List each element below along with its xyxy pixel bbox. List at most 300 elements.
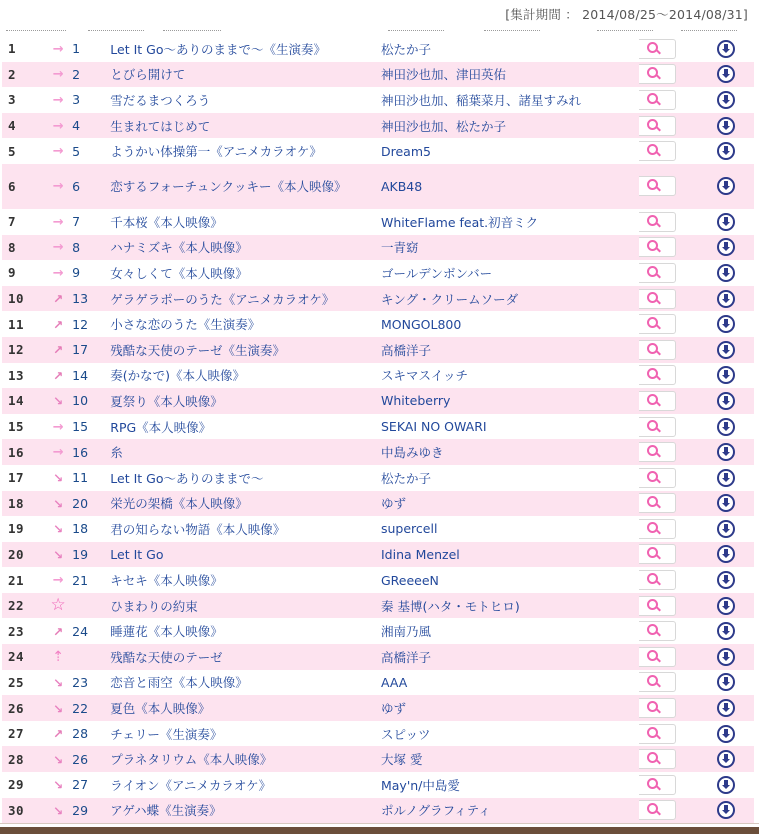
rank-number: 2	[2, 62, 44, 88]
song-title-link[interactable]: 君の知らない物語《本人映像》	[110, 516, 381, 542]
rank-number: 30	[2, 798, 44, 824]
karaoke-play-button[interactable]	[639, 621, 676, 641]
artist-link[interactable]: AKB48	[381, 164, 639, 209]
play-cell	[639, 113, 699, 139]
download-icon[interactable]	[717, 117, 735, 135]
karaoke-play-button[interactable]	[639, 544, 676, 564]
song-title-link[interactable]: プラネタリウム《本人映像》	[110, 746, 381, 772]
play-cell	[639, 516, 699, 542]
re-entry-icon: ⇡	[52, 648, 64, 665]
movement-cell	[44, 363, 72, 389]
arrow-down-icon: ↘	[53, 471, 64, 486]
previous-rank: 6	[72, 164, 110, 209]
arrow-down-icon: ↘	[53, 394, 64, 409]
previous-rank: 11	[72, 465, 110, 491]
ranking-row	[2, 87, 754, 113]
movement-cell	[44, 670, 72, 696]
song-title-link[interactable]: Let It Go	[110, 542, 381, 568]
artist-link[interactable]: 松たか子	[381, 465, 639, 491]
song-title-link[interactable]: 睡蓮花《本人映像》	[110, 618, 381, 644]
song-title-link[interactable]: RPG《本人映像》	[110, 414, 381, 440]
artist-link[interactable]: スピッツ	[381, 721, 639, 747]
karaoke-play-button[interactable]	[639, 263, 676, 283]
movement-cell	[44, 209, 72, 235]
ranking-row	[2, 113, 754, 139]
ranking-row	[2, 695, 754, 721]
song-title-link[interactable]: 恋音と雨空《本人映像》	[110, 670, 381, 696]
download-icon[interactable]	[717, 622, 735, 640]
download-icon[interactable]	[717, 418, 735, 436]
play-cell	[639, 337, 699, 363]
download-cell	[699, 439, 754, 465]
rank-number: 9	[2, 260, 44, 286]
ranking-row	[2, 746, 754, 772]
arrow-right-icon: →	[52, 92, 64, 108]
previous-rank: 2	[72, 62, 110, 88]
download-icon[interactable]	[717, 65, 735, 83]
download-cell	[699, 235, 754, 261]
download-cell	[699, 721, 754, 747]
rank-number: 20	[2, 542, 44, 568]
rank-number: 27	[2, 721, 44, 747]
play-cell	[639, 260, 699, 286]
artist-link[interactable]: AAA	[381, 670, 639, 696]
movement-cell	[44, 286, 72, 312]
rank-number: 3	[2, 87, 44, 113]
download-icon[interactable]	[717, 571, 735, 589]
previous-rank: 18	[72, 516, 110, 542]
download-icon[interactable]	[717, 699, 735, 717]
ranking-table	[2, 36, 754, 823]
karaoke-play-button[interactable]	[639, 39, 676, 59]
download-icon[interactable]	[717, 673, 735, 691]
ranking-row	[2, 542, 754, 568]
search-play-icon	[647, 394, 658, 405]
karaoke-play-button[interactable]	[639, 116, 676, 136]
ranking-row	[2, 235, 754, 261]
search-play-icon	[647, 701, 658, 712]
search-play-icon	[647, 727, 658, 738]
song-title-link[interactable]: 糸	[110, 439, 381, 465]
download-icon[interactable]	[717, 597, 735, 615]
artist-link[interactable]: 神田沙也加、稲葉菜月、諸星すみれ	[381, 87, 639, 113]
arrow-up-icon: ↗	[53, 727, 64, 742]
previous-rank: 20	[72, 491, 110, 517]
rank-number: 23	[2, 618, 44, 644]
arrow-right-icon: →	[52, 419, 64, 435]
karaoke-play-button[interactable]	[639, 749, 676, 769]
previous-rank: 9	[72, 260, 110, 286]
karaoke-play-button[interactable]	[639, 365, 676, 385]
previous-rank: 10	[72, 388, 110, 414]
arrow-up-icon: ↗	[53, 317, 64, 332]
movement-cell	[44, 138, 72, 164]
previous-rank: 17	[72, 337, 110, 363]
play-cell	[639, 772, 699, 798]
aggregation-period: [集計期間 ： 2014/08/25～2014/08/31]	[505, 7, 748, 22]
search-play-icon	[647, 522, 658, 533]
movement-cell	[44, 567, 72, 593]
artist-link[interactable]: スキマスイッチ	[381, 363, 639, 389]
song-title-link[interactable]: とびら開けて	[110, 62, 381, 88]
download-cell	[699, 62, 754, 88]
ranking-row	[2, 311, 754, 337]
artist-link[interactable]: ゆず	[381, 491, 639, 517]
ranking-row	[2, 209, 754, 235]
download-icon[interactable]	[717, 469, 735, 487]
song-title-link[interactable]: 残酷な天使のテーゼ《生演奏》	[110, 337, 381, 363]
play-cell	[639, 491, 699, 517]
karaoke-play-button[interactable]	[639, 90, 676, 110]
artist-link[interactable]: Idina Menzel	[381, 542, 639, 568]
rank-number: 26	[2, 695, 44, 721]
artist-link[interactable]: ポルノグラフィティ	[381, 798, 639, 824]
download-cell	[699, 311, 754, 337]
karaoke-play-button[interactable]	[639, 212, 676, 232]
karaoke-play-button[interactable]	[639, 314, 676, 334]
ranking-row	[2, 644, 754, 670]
rank-number: 19	[2, 516, 44, 542]
download-icon[interactable]	[717, 366, 735, 384]
arrow-right-icon: →	[52, 67, 64, 83]
ranking-row	[2, 465, 754, 491]
download-cell	[699, 542, 754, 568]
download-icon[interactable]	[717, 392, 735, 410]
arrow-down-icon: ↘	[53, 778, 64, 793]
artist-link[interactable]: MONGOL800	[381, 311, 639, 337]
karaoke-play-button[interactable]	[639, 672, 676, 692]
search-play-icon	[647, 215, 658, 226]
download-icon[interactable]	[717, 213, 735, 231]
song-title-link[interactable]: 女々しくて《本人映像》	[110, 260, 381, 286]
download-icon[interactable]	[717, 238, 735, 256]
artist-link[interactable]: 松たか子	[381, 36, 639, 62]
karaoke-play-button[interactable]	[639, 800, 676, 820]
karaoke-play-button[interactable]	[639, 570, 676, 590]
ranking-row	[2, 721, 754, 747]
ranking-row	[2, 618, 754, 644]
arrow-right-icon: →	[52, 265, 64, 281]
previous-rank: 19	[72, 542, 110, 568]
song-title-link[interactable]: 雪だるまつくろう	[110, 87, 381, 113]
movement-cell	[44, 593, 72, 619]
ranking-row	[2, 36, 754, 62]
movement-cell	[44, 235, 72, 261]
download-icon[interactable]	[717, 315, 735, 333]
song-title-link[interactable]: 小さな恋のうた《生演奏》	[110, 311, 381, 337]
footer-divider	[0, 823, 759, 824]
song-title-link[interactable]: 残酷な天使のテーゼ	[110, 644, 381, 670]
download-cell	[699, 36, 754, 62]
download-cell	[699, 138, 754, 164]
search-play-icon	[647, 778, 658, 789]
play-cell	[639, 695, 699, 721]
movement-cell	[44, 337, 72, 363]
rank-number: 14	[2, 388, 44, 414]
download-cell	[699, 113, 754, 139]
download-cell	[699, 516, 754, 542]
ranking-row	[2, 798, 754, 824]
ranking-row	[2, 260, 754, 286]
rank-number: 15	[2, 414, 44, 440]
download-icon[interactable]	[717, 142, 735, 160]
artist-link[interactable]: ゴールデンボンバー	[381, 260, 639, 286]
movement-cell	[44, 695, 72, 721]
song-title-link[interactable]: アゲハ蝶《生演奏》	[110, 798, 381, 824]
arrow-right-icon: →	[52, 41, 64, 57]
download-cell	[699, 772, 754, 798]
download-icon[interactable]	[717, 494, 735, 512]
arrow-down-icon: ↘	[53, 752, 64, 767]
song-title-link[interactable]: ライオン《アニメカラオケ》	[110, 772, 381, 798]
artist-link[interactable]: 秦 基博(ハタ・モトヒロ)	[381, 593, 639, 619]
artist-link[interactable]: キング・クリームソーダ	[381, 286, 639, 312]
search-play-icon	[647, 599, 658, 610]
movement-cell	[44, 36, 72, 62]
karaoke-play-button[interactable]	[639, 698, 676, 718]
search-play-icon	[647, 343, 658, 354]
song-title-link[interactable]: ハナミズキ《本人映像》	[110, 235, 381, 261]
search-play-icon	[647, 317, 658, 328]
karaoke-play-button[interactable]	[639, 647, 676, 667]
movement-cell	[44, 618, 72, 644]
rank-number: 21	[2, 567, 44, 593]
song-title-link[interactable]: キセキ《本人映像》	[110, 567, 381, 593]
search-play-icon	[647, 292, 658, 303]
song-title-link[interactable]: 生まれてはじめて	[110, 113, 381, 139]
artist-link[interactable]: 大塚 愛	[381, 746, 639, 772]
ranking-row	[2, 62, 754, 88]
movement-cell	[44, 798, 72, 824]
download-cell	[699, 593, 754, 619]
artist-link[interactable]: SEKAI NO OWARI	[381, 414, 639, 440]
download-icon[interactable]	[717, 341, 735, 359]
ranking-row	[2, 567, 754, 593]
artist-link[interactable]: ゆず	[381, 695, 639, 721]
download-icon[interactable]	[717, 545, 735, 563]
previous-rank	[72, 593, 110, 619]
artist-link[interactable]: Whiteberry	[381, 388, 639, 414]
artist-link[interactable]: 神田沙也加、津田英佑	[381, 62, 639, 88]
arrow-down-icon: ↘	[53, 496, 64, 511]
artist-link[interactable]: May'n/中島愛	[381, 772, 639, 798]
movement-cell	[44, 772, 72, 798]
karaoke-play-button[interactable]	[639, 493, 676, 513]
song-title-link[interactable]: ひまわりの約束	[110, 593, 381, 619]
download-icon[interactable]	[717, 801, 735, 819]
search-play-icon	[647, 624, 658, 635]
search-play-icon	[647, 240, 658, 251]
song-title-link[interactable]: Let It Go～ありのままで～《生演奏》	[110, 36, 381, 62]
search-play-icon	[647, 266, 658, 277]
movement-cell	[44, 644, 72, 670]
movement-cell	[44, 260, 72, 286]
download-cell	[699, 465, 754, 491]
download-icon[interactable]	[717, 91, 735, 109]
movement-cell	[44, 746, 72, 772]
play-cell	[639, 286, 699, 312]
previous-rank: 29	[72, 798, 110, 824]
movement-cell	[44, 388, 72, 414]
karaoke-play-button[interactable]	[639, 596, 676, 616]
header-divider	[0, 30, 759, 32]
song-title-link[interactable]: チェリー《生演奏》	[110, 721, 381, 747]
play-cell	[639, 36, 699, 62]
search-play-icon	[647, 650, 658, 661]
artist-link[interactable]: WhiteFlame feat.初音ミク	[381, 209, 639, 235]
play-cell	[639, 542, 699, 568]
download-cell	[699, 337, 754, 363]
karaoke-play-button[interactable]	[639, 340, 676, 360]
download-icon[interactable]	[717, 648, 735, 666]
ranking-row	[2, 337, 754, 363]
search-play-icon	[647, 119, 658, 130]
song-title-link[interactable]: ようかい体操第一《アニメカラオケ》	[110, 138, 381, 164]
download-icon[interactable]	[717, 520, 735, 538]
new-entry-star-icon: ☆	[50, 595, 66, 616]
play-cell	[639, 414, 699, 440]
artist-link[interactable]: 湘南乃風	[381, 618, 639, 644]
download-cell	[699, 414, 754, 440]
karaoke-play-button[interactable]	[639, 391, 676, 411]
download-icon[interactable]	[717, 776, 735, 794]
play-cell	[639, 644, 699, 670]
artist-link[interactable]: 高橋洋子	[381, 644, 639, 670]
rank-number: 24	[2, 644, 44, 670]
search-play-icon	[647, 144, 658, 155]
play-cell	[639, 235, 699, 261]
arrow-up-icon: ↗	[53, 624, 64, 639]
ranking-row	[2, 388, 754, 414]
song-title-link[interactable]: 栄光の架橋《本人映像》	[110, 491, 381, 517]
artist-link[interactable]: GReeeeN	[381, 567, 639, 593]
play-cell	[639, 746, 699, 772]
rank-number: 7	[2, 209, 44, 235]
previous-rank: 12	[72, 311, 110, 337]
ranking-row	[2, 593, 754, 619]
download-icon[interactable]	[717, 177, 735, 195]
previous-rank: 3	[72, 87, 110, 113]
download-icon[interactable]	[717, 750, 735, 768]
song-title-link[interactable]: 夏祭り《本人映像》	[110, 388, 381, 414]
arrow-down-icon: ↘	[53, 522, 64, 537]
download-icon[interactable]	[717, 290, 735, 308]
movement-cell	[44, 113, 72, 139]
movement-cell	[44, 465, 72, 491]
movement-cell	[44, 87, 72, 113]
previous-rank: 8	[72, 235, 110, 261]
song-title-link[interactable]: ゲラゲラポーのうた《アニメカラオケ》	[110, 286, 381, 312]
search-play-icon	[647, 496, 658, 507]
search-play-icon	[647, 675, 658, 686]
arrow-down-icon: ↘	[53, 701, 64, 716]
song-title-link[interactable]: 夏色《本人映像》	[110, 695, 381, 721]
rank-number: 28	[2, 746, 44, 772]
previous-rank: 14	[72, 363, 110, 389]
download-icon[interactable]	[717, 725, 735, 743]
download-icon[interactable]	[717, 40, 735, 58]
search-play-icon	[647, 573, 658, 584]
karaoke-play-button[interactable]	[639, 519, 676, 539]
rank-number: 18	[2, 491, 44, 517]
karaoke-play-button[interactable]	[639, 724, 676, 744]
song-title-link[interactable]: 千本桜《本人映像》	[110, 209, 381, 235]
karaoke-play-button[interactable]	[639, 468, 676, 488]
play-cell	[639, 388, 699, 414]
arrow-right-icon: →	[52, 240, 64, 256]
artist-link[interactable]: supercell	[381, 516, 639, 542]
play-cell	[639, 721, 699, 747]
ranking-row	[2, 439, 754, 465]
karaoke-play-button[interactable]	[639, 417, 676, 437]
previous-rank: 7	[72, 209, 110, 235]
download-cell	[699, 209, 754, 235]
previous-rank: 28	[72, 721, 110, 747]
download-icon[interactable]	[717, 443, 735, 461]
play-cell	[639, 567, 699, 593]
artist-link[interactable]: 中島みゆき	[381, 439, 639, 465]
play-cell	[639, 439, 699, 465]
karaoke-play-button[interactable]	[639, 775, 676, 795]
karaoke-play-button[interactable]	[639, 64, 676, 84]
search-play-icon	[647, 67, 658, 78]
play-cell	[639, 670, 699, 696]
search-play-icon	[647, 368, 658, 379]
karaoke-play-button[interactable]	[639, 289, 676, 309]
download-cell	[699, 388, 754, 414]
rank-number: 8	[2, 235, 44, 261]
song-title-link[interactable]: 奏(かなで)《本人映像》	[110, 363, 381, 389]
search-play-icon	[647, 471, 658, 482]
previous-rank: 24	[72, 618, 110, 644]
download-cell	[699, 670, 754, 696]
rank-number: 17	[2, 465, 44, 491]
movement-cell	[44, 542, 72, 568]
movement-cell	[44, 721, 72, 747]
movement-cell	[44, 439, 72, 465]
download-icon[interactable]	[717, 264, 735, 282]
rank-number: 29	[2, 772, 44, 798]
play-cell	[639, 465, 699, 491]
arrow-right-icon: →	[52, 445, 64, 461]
arrow-right-icon: →	[52, 214, 64, 230]
movement-cell	[44, 414, 72, 440]
karaoke-play-button[interactable]	[639, 237, 676, 257]
artist-link[interactable]: 神田沙也加、松たか子	[381, 113, 639, 139]
previous-rank: 26	[72, 746, 110, 772]
karaoke-play-button[interactable]	[639, 176, 676, 196]
download-cell	[699, 644, 754, 670]
song-title-link[interactable]: 恋するフォーチュンクッキー《本人映像》	[110, 164, 381, 209]
rank-number: 12	[2, 337, 44, 363]
previous-rank: 5	[72, 138, 110, 164]
artist-link[interactable]: Dream5	[381, 138, 639, 164]
rank-number: 25	[2, 670, 44, 696]
movement-cell	[44, 164, 72, 209]
play-cell	[639, 87, 699, 113]
karaoke-play-button[interactable]	[639, 141, 676, 161]
search-play-icon	[647, 42, 658, 53]
artist-link[interactable]: 一青窈	[381, 235, 639, 261]
artist-link[interactable]: 高橋洋子	[381, 337, 639, 363]
download-cell	[699, 798, 754, 824]
song-title-link[interactable]: Let It Go～ありのままで～	[110, 465, 381, 491]
play-cell	[639, 618, 699, 644]
karaoke-play-button[interactable]	[639, 442, 676, 462]
play-cell	[639, 363, 699, 389]
arrow-down-icon: ↘	[53, 547, 64, 562]
arrow-right-icon: →	[52, 118, 64, 134]
